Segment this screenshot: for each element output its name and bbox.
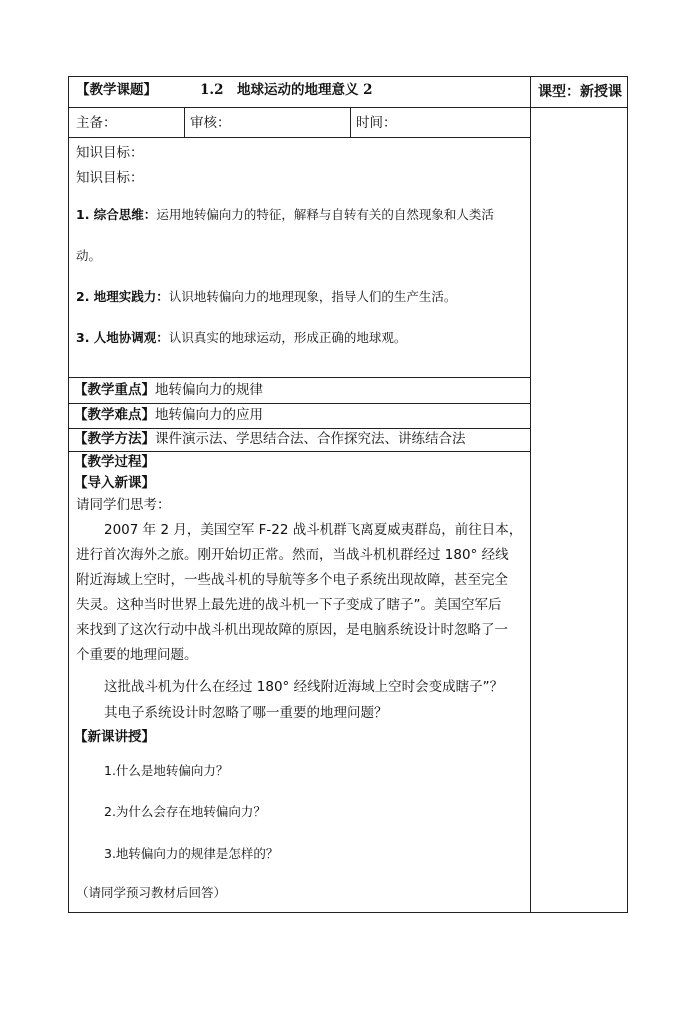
methods-label: 【教学方法】 bbox=[74, 431, 155, 447]
row-line-key-points bbox=[68, 403, 531, 404]
objective-item-1-continued: 动。 bbox=[76, 248, 102, 263]
objective-item-1-text: 运用地转偏向力的特征，解释与自转有关的自然现象和人类活 bbox=[156, 207, 494, 222]
methods-row bbox=[74, 431, 466, 448]
objective-item-1 bbox=[76, 206, 494, 223]
key-points-row bbox=[74, 382, 263, 399]
row-line-methods bbox=[68, 451, 531, 452]
objective-item-2-label: 2. 地理实践力： bbox=[76, 289, 169, 304]
meta-divider-2 bbox=[350, 107, 351, 138]
table-border-top bbox=[68, 76, 628, 77]
time-field: 时间： bbox=[356, 115, 397, 131]
question-2: 其电子系统设计时忽略了哪一重要的地理问题？ bbox=[104, 705, 388, 721]
story-line-2: 进行首次海外之旅。刚开始切正常。然而，当战斗机机群经过 180° 经线 bbox=[76, 547, 509, 563]
topic-title: 1.2 地球运动的地理意义 2 bbox=[200, 82, 373, 98]
objective-item-3-label: 3. 人地协调观： bbox=[76, 330, 169, 345]
story-line-4: 失灵。这种当时世界上最先进的战斗机一下子变成了瞎子”。美国空军后 bbox=[76, 597, 502, 613]
lesson-question-2: 2.为什么会存在地转偏向力？ bbox=[104, 804, 266, 819]
lesson-question-1: 1.什么是地转偏向力？ bbox=[104, 763, 229, 778]
meta-divider-1 bbox=[184, 107, 185, 138]
table-border-column-divider bbox=[530, 76, 531, 913]
objective-item-3 bbox=[76, 329, 406, 346]
objectives-line-2: 知识目标： bbox=[76, 170, 144, 186]
objective-item-2-text: 认识地转偏向力的地理现象，指导人们的生产生活。 bbox=[168, 289, 457, 304]
table-border-bottom bbox=[68, 912, 628, 913]
row-line-difficulty bbox=[68, 428, 531, 429]
story-line-1: 2007 年 2 月，美国空军 F-22 战斗机群飞离夏威夷群岛，前往日本， bbox=[104, 522, 523, 538]
difficulty-row bbox=[74, 407, 263, 424]
new-lesson-label: 【新课讲授】 bbox=[74, 729, 155, 745]
preview-note: （请同学预习教材后回答） bbox=[76, 885, 227, 900]
table-border-right bbox=[627, 76, 628, 913]
intro-prompt: 请同学们思考： bbox=[76, 497, 171, 513]
objectives-line-1: 知识目标： bbox=[76, 145, 144, 161]
lesson-type-cell-bottom bbox=[530, 107, 628, 108]
row-line-meta bbox=[68, 137, 531, 138]
story-line-3: 附近海域上空时，一些战斗机的导航等多个电子系统出现故障，甚至完全 bbox=[76, 572, 508, 588]
methods-text: 课件演示法、学思结合法、合作探究法、讲练结合法 bbox=[155, 431, 466, 447]
process-label: 【教学过程】 bbox=[74, 454, 155, 470]
objective-item-1-label: 1. 综合思维： bbox=[76, 207, 157, 222]
question-1: 这批战斗机为什么在经过 180° 经线附近海域上空时会变成瞎子”？ bbox=[104, 679, 504, 695]
key-points-text: 地转偏向力的规律 bbox=[155, 382, 263, 398]
preparer-field: 主备： bbox=[76, 115, 117, 131]
table-border-left bbox=[68, 76, 69, 913]
key-points-label: 【教学重点】 bbox=[74, 382, 155, 398]
objective-item-3-text: 认识真实的地球运动，形成正确的地球观。 bbox=[168, 330, 407, 345]
story-line-6: 个重要的地理问题。 bbox=[76, 647, 198, 663]
topic-label: 【教学课题】 bbox=[76, 82, 157, 98]
difficulty-label: 【教学难点】 bbox=[74, 407, 155, 423]
intro-label: 【导入新课】 bbox=[74, 475, 155, 491]
row-line-objectives bbox=[68, 377, 531, 378]
objective-item-2 bbox=[76, 288, 456, 305]
reviewer-field: 审核： bbox=[190, 115, 231, 131]
lesson-type: 课型：新授课 bbox=[538, 84, 622, 100]
difficulty-text: 地转偏向力的应用 bbox=[155, 407, 263, 423]
story-line-5: 来找到了这次行动中战斗机出现故障的原因，是电脑系统设计时忽略了一 bbox=[76, 622, 508, 638]
row-line-header bbox=[68, 107, 531, 108]
lesson-question-3: 3.地转偏向力的规律是怎样的？ bbox=[104, 846, 279, 861]
